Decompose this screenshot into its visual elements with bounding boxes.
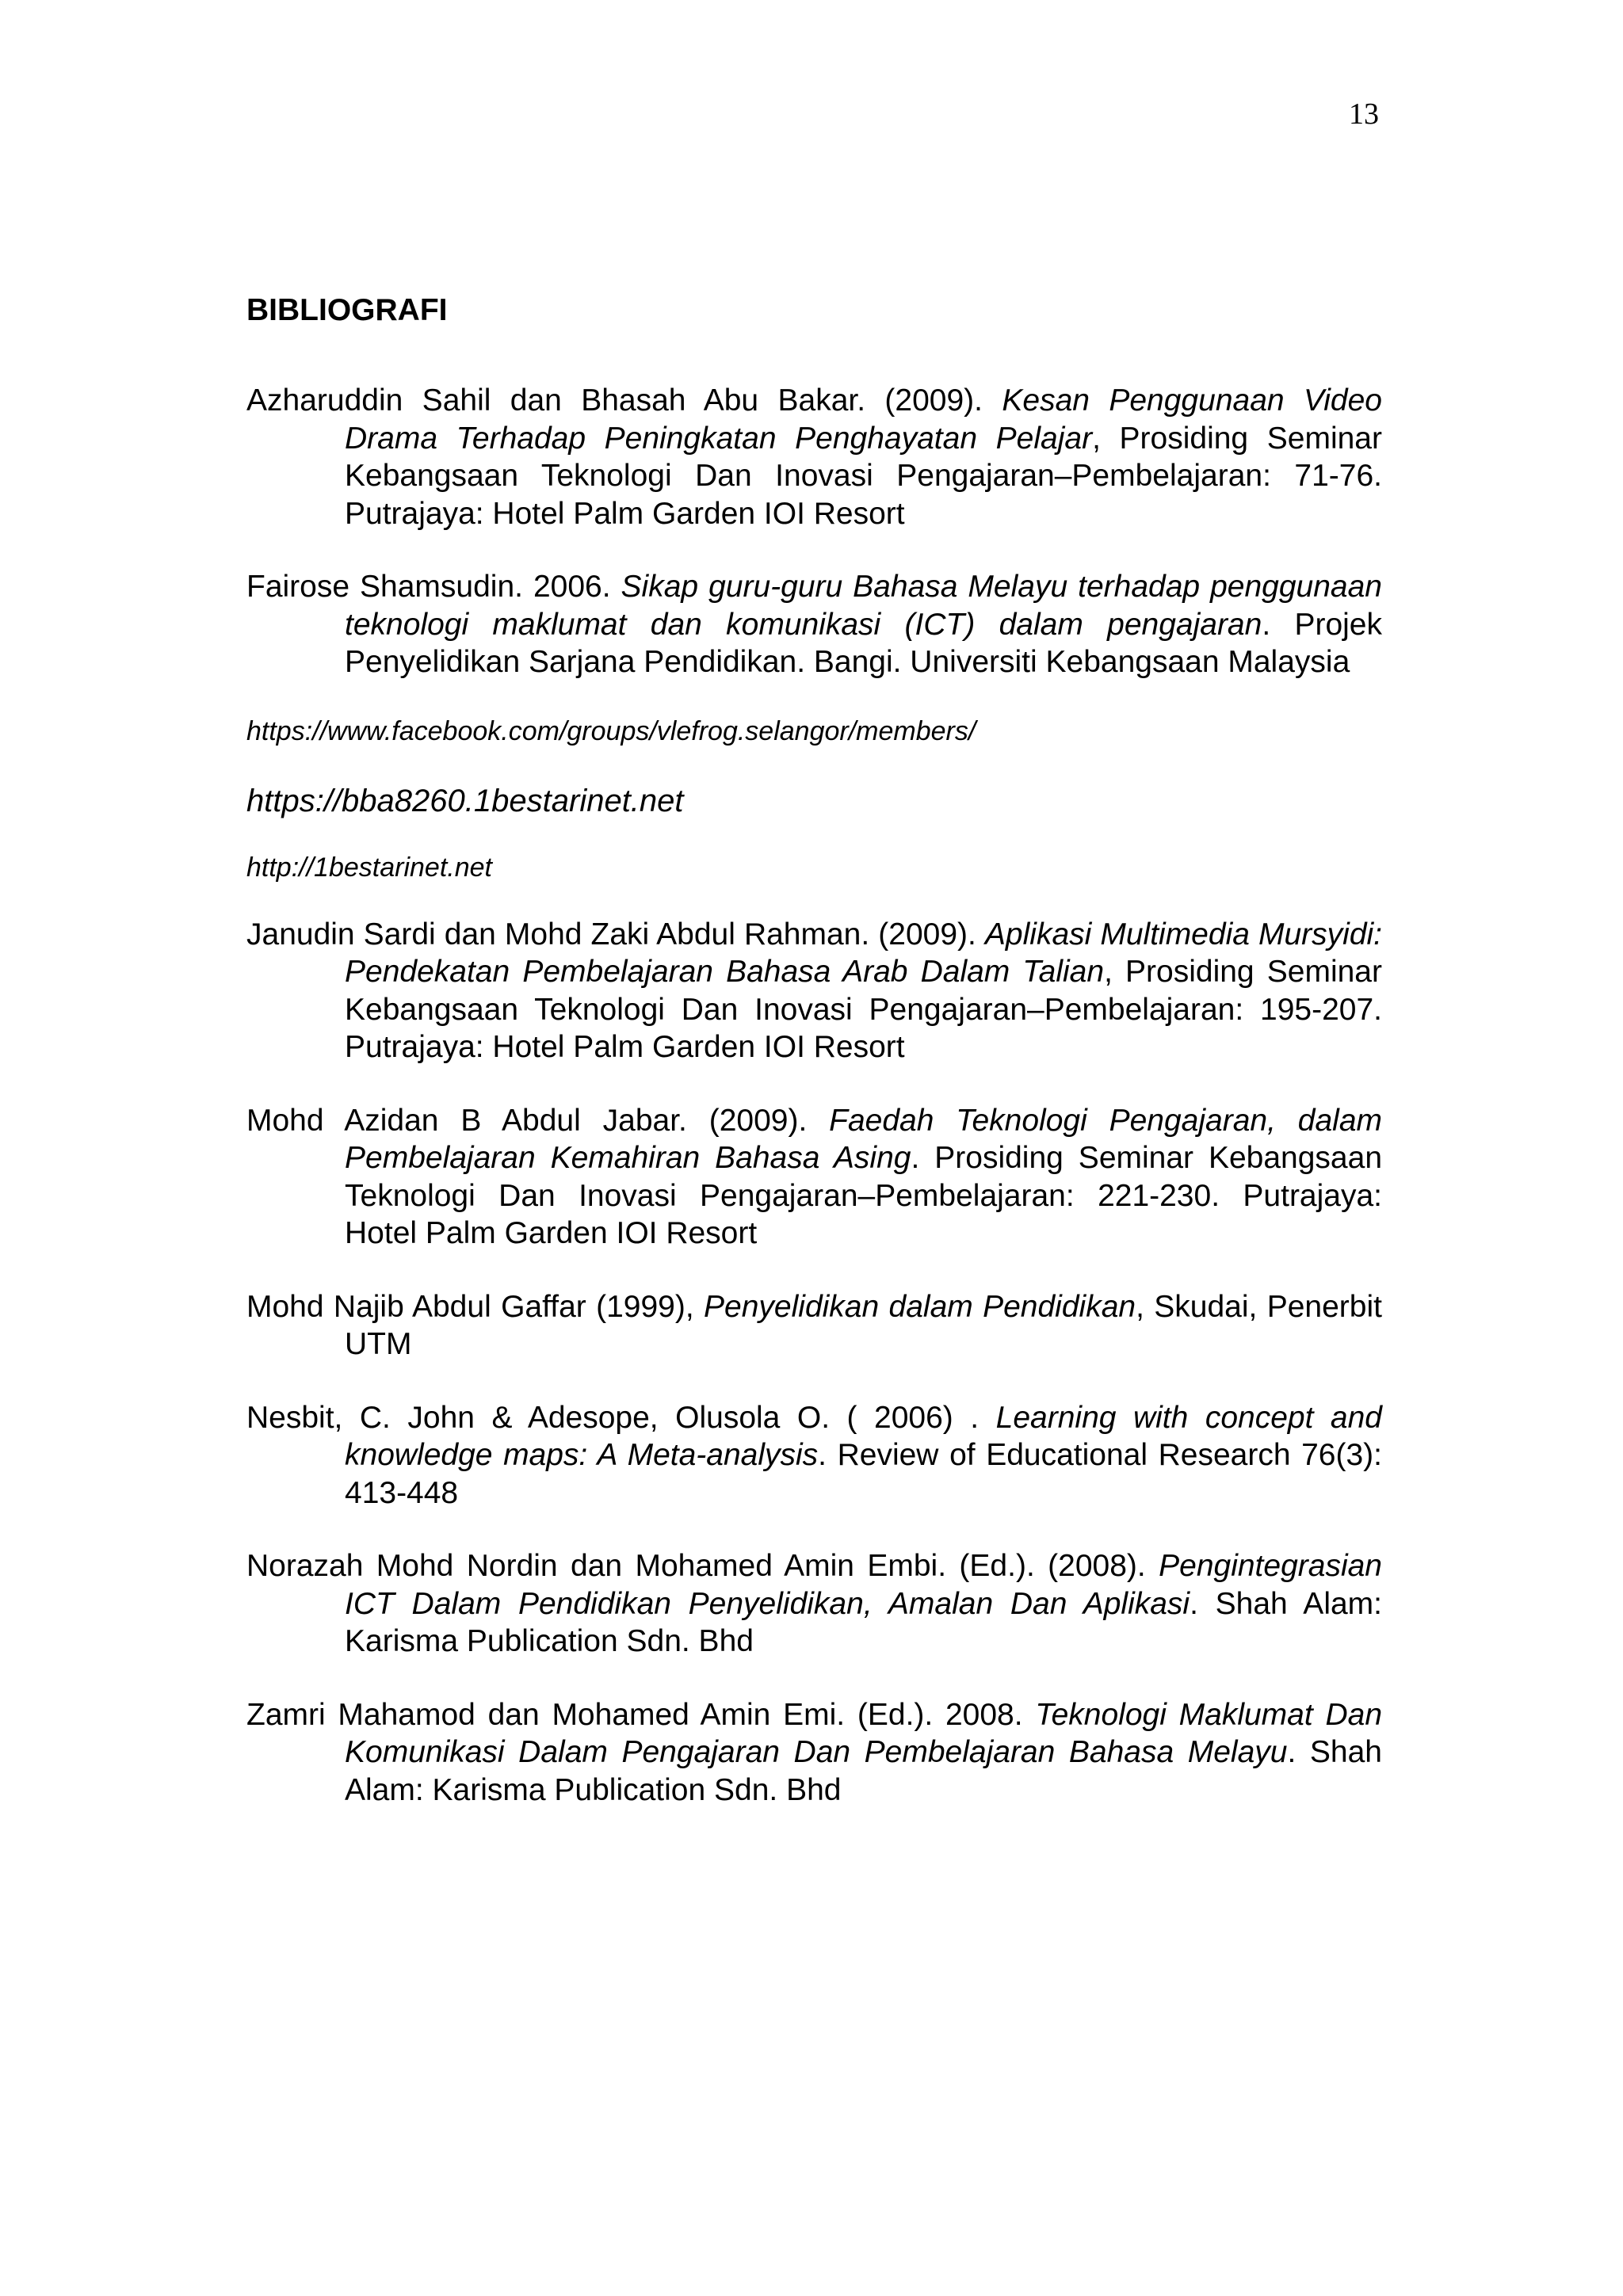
entry-details: . Shah Alam: Karisma Publication Sdn. Bhd <box>345 1586 1382 1658</box>
entry-authors-year: Fairose Shamsudin. 2006. <box>246 570 621 604</box>
entry-details: , Skudai, Penerbit UTM <box>345 1289 1382 1361</box>
bib-entry-fairose <box>246 568 1382 681</box>
entry-authors-year: Azharuddin Sahil dan Bhasah Abu Bakar. (2009). <box>246 383 1002 418</box>
entry-authors-year: Norazah Mohd Nordin dan Mohamed Amin Embi. (Ed.). (2008). <box>246 1549 1159 1583</box>
bib-entry-nesbit <box>246 1399 1382 1512</box>
entry-details: . Review of Educational Research 76(3): 413-448 <box>345 1438 1382 1510</box>
entry-authors-year: Zamri Mahamod dan Mohamed Amin Emi. (Ed.). 2008. <box>246 1697 1036 1732</box>
entry-title: Sikap guru-guru Bahasa Melayu terhadap penggunaan teknologi maklumat dan komunikasi (ICT) dalam pengajaran <box>345 570 1382 642</box>
bibliography-list <box>246 382 1382 1844</box>
entry-authors-year: Mohd Azidan B Abdul Jabar. (2009). <box>246 1103 830 1138</box>
entry-title: Aplikasi Multimedia Mursyidi: Pendekatan Pembelajaran Bahasa Arab Dalam Talian <box>345 917 1383 989</box>
url-1bestarinet[interactable]: http://1bestarinet.net <box>246 852 492 883</box>
entry-details: . Projek Penyelidikan Sarjana Pendidikan. Bangi. Universiti Kebangsaan Malaysia <box>345 607 1382 679</box>
bib-entry-azharuddin <box>246 382 1382 532</box>
entry-authors-year: Mohd Najib Abdul Gaffar (1999), <box>246 1289 705 1324</box>
entry-title: Pengintegrasian ICT Dalam Pendidikan Penyelidikan, Amalan Dan Aplikasi <box>345 1549 1382 1621</box>
entry-details: , Prosiding Seminar Kebangsaan Teknologi Dan Inovasi Pengajaran–Pembelajaran: 195-207. Putrajaya: Hotel Palm Garden IOI Resort <box>345 955 1382 1064</box>
entry-details: . Shah Alam: Karisma Publication Sdn. Bhd <box>345 1735 1382 1807</box>
bib-entry-mohd-azidan <box>246 1102 1382 1253</box>
entry-title: Learning with concept and knowledge maps: A Meta-analysis <box>345 1400 1382 1472</box>
url-facebook-group[interactable]: https://www.facebook.com/groups/vlefrog.selangor/members/ <box>246 715 976 746</box>
bib-entry-zamri <box>246 1696 1382 1810</box>
entry-title: Kesan Penggunaan Video Drama Terhadap Peningkatan Penghayatan Pelajar <box>345 383 1382 456</box>
entry-authors-year: Janudin Sardi dan Mohd Zaki Abdul Rahman. (2009). <box>246 917 985 952</box>
bib-entry-janudin <box>246 916 1382 1066</box>
entry-title: Faedah Teknologi Pengajaran, dalam Pembelajaran Kemahiran Bahasa Asing <box>345 1103 1382 1175</box>
bibliography-heading: BIBLIOGRAFI <box>246 293 448 327</box>
entry-title: Teknologi Maklumat Dan Komunikasi Dalam Pengajaran Dan Pembelajaran Bahasa Melayu <box>345 1697 1383 1769</box>
url-bba8260-bestarinet[interactable]: https://bba8260.1bestarinet.net <box>246 783 684 818</box>
entry-details: , Prosiding Seminar Kebangsaan Teknologi Dan Inovasi Pengajaran–Pembelajaran: 71-76. Putrajaya: Hotel Palm Garden IOI Resort <box>345 421 1382 531</box>
bib-entry-mohd-najib <box>246 1288 1382 1363</box>
entry-title: Penyelidikan dalam Pendidikan <box>704 1289 1136 1324</box>
page-number: 13 <box>1349 97 1379 131</box>
entry-authors-year: Nesbit, C. John & Adesope, Olusola O. ( 2006) . <box>246 1400 996 1435</box>
entry-details: . Prosiding Seminar Kebangsaan Teknologi Dan Inovasi Pengajaran–Pembelajaran: 221-230. Putrajaya: Hotel Palm Garden IOI Resort <box>345 1141 1383 1250</box>
bib-entry-norazah <box>246 1547 1382 1661</box>
